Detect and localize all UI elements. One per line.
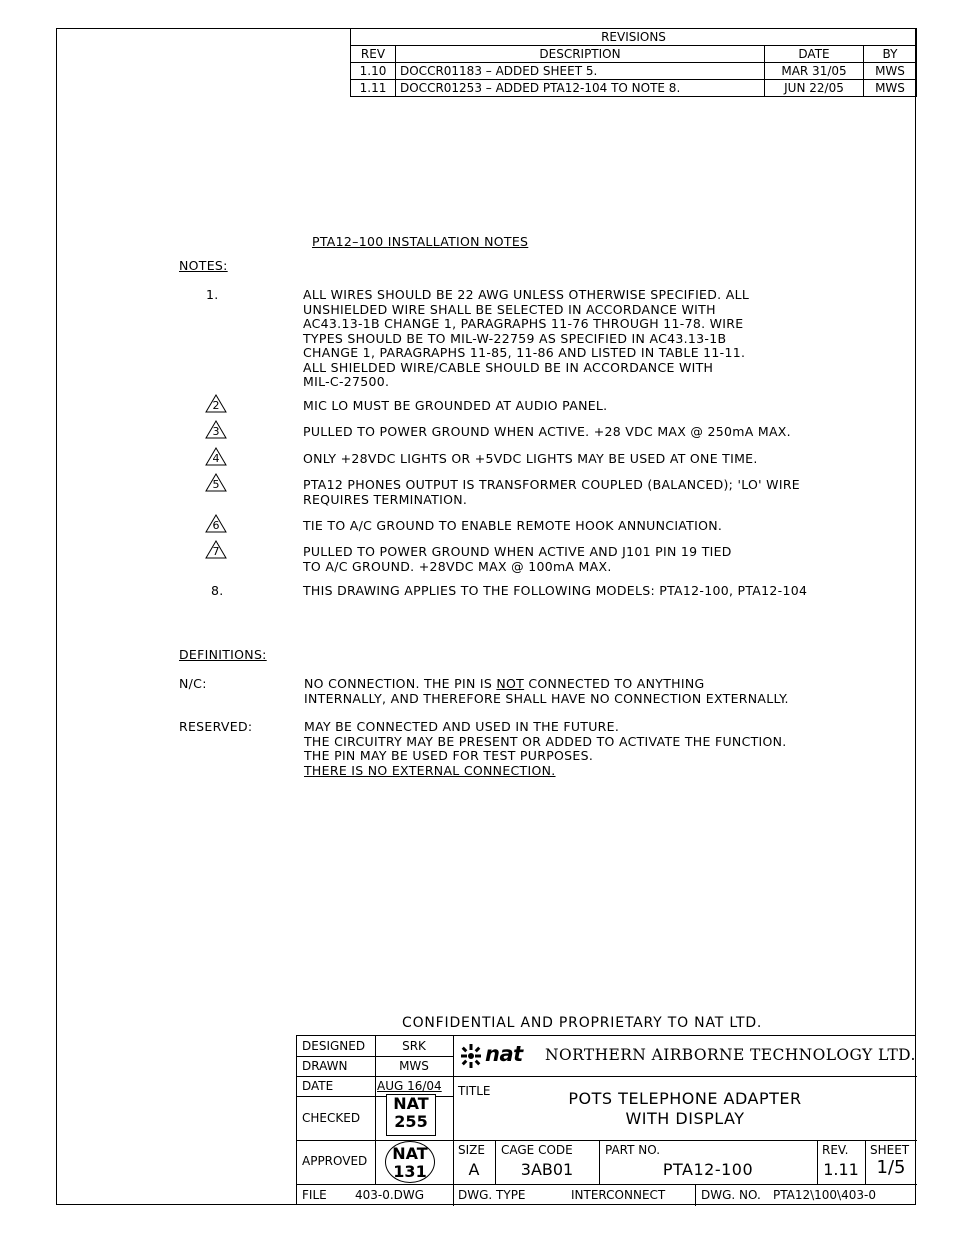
company-name: NORTHERN AIRBORNE TECHNOLOGY LTD. xyxy=(545,1046,916,1064)
date-header: DATE xyxy=(765,46,864,63)
divider xyxy=(695,1184,696,1206)
divider xyxy=(297,1140,917,1141)
table-row xyxy=(351,63,917,80)
date-cell: JUN 22/05 xyxy=(765,80,864,97)
note-line: PULLED TO POWER GROUND WHEN ACTIVE AND J101 PIN 19 TIED xyxy=(303,544,732,559)
size-value: A xyxy=(468,1160,480,1179)
cage-code-value: 3AB01 xyxy=(520,1160,574,1179)
note-line: MIL-C-27500. xyxy=(303,374,390,389)
drawing-number-value: PTA12\100\403-0 xyxy=(773,1188,876,1202)
definition-line: INTERNALLY, AND THEREFORE SHALL HAVE NO CONNECTION EXTERNALLY. xyxy=(304,690,789,706)
triangle-number: 4 xyxy=(212,452,220,465)
note-marker: 1. xyxy=(206,287,219,302)
note-line: AC43.13-1B CHANGE 1, PARAGRAPHS 11-76 THROUGH 11-78. WIRE xyxy=(303,316,744,331)
checked-stamp xyxy=(386,1094,436,1136)
stamp-text: NAT xyxy=(393,1094,429,1113)
approved-label: APPROVED xyxy=(302,1154,368,1168)
logo-wordmark: nat xyxy=(485,1042,523,1066)
note-line: TYPES SHOULD BE TO MIL-W-22759 AS SPECIFIED IN AC43.13-1B xyxy=(303,330,727,346)
rev-header: REV xyxy=(351,46,396,63)
drawing-subtitle: WITH DISPLAY xyxy=(625,1109,745,1128)
definition-term-nc: N/C: xyxy=(179,676,207,691)
triangle-number: 2 xyxy=(212,399,220,412)
drawn-label: DRAWN xyxy=(302,1059,348,1073)
title-block xyxy=(296,1035,916,1205)
designed-value: SRK xyxy=(402,1039,426,1053)
date-cell: MAR 31/05 xyxy=(765,63,864,80)
revision-triangle-icon xyxy=(205,473,227,492)
revision-triangle-icon xyxy=(205,420,227,439)
revisions-header-row xyxy=(351,46,917,63)
size-label: SIZE xyxy=(458,1143,485,1157)
part-number-value: PTA12-100 xyxy=(662,1160,754,1179)
stamp-text: 131 xyxy=(393,1162,427,1181)
note-line: TO A/C GROUND. +28VDC MAX @ 100mA MAX. xyxy=(303,558,612,574)
page-title: PTA12–100 INSTALLATION NOTES xyxy=(312,234,529,249)
by-cell: MWS xyxy=(864,80,917,97)
note-line: TIE TO A/C GROUND TO ENABLE REMOTE HOOK ANNUNCIATION. xyxy=(303,518,723,533)
stamp-text: NAT xyxy=(392,1144,428,1163)
stamp-text: 255 xyxy=(394,1112,428,1131)
triangle-number: 3 xyxy=(212,425,220,438)
note-line: PULLED TO POWER GROUND WHEN ACTIVE. +28 VDC MAX @ 250mA MAX. xyxy=(303,424,791,439)
revision-triangle-icon xyxy=(205,540,227,559)
rev-cell: 1.10 xyxy=(351,63,396,80)
note-line: MIC LO MUST BE GROUNDED AT AUDIO PANEL. xyxy=(303,398,608,413)
triangle-number: 5 xyxy=(212,478,220,491)
note-line: PTA12 PHONES OUTPUT IS TRANSFORMER COUPLED (BALANCED); 'LO' WIRE xyxy=(303,477,801,492)
definition-line: MAY BE CONNECTED AND USED IN THE FUTURE. xyxy=(304,719,620,734)
note-line: ALL SHIELDED WIRE/CABLE SHOULD BE IN ACCORDANCE WITH xyxy=(303,359,714,375)
description-header: DESCRIPTION xyxy=(396,46,765,63)
divider xyxy=(297,1184,917,1185)
revisions-table xyxy=(350,28,917,97)
cage-code-label: CAGE CODE xyxy=(501,1143,573,1157)
note-marker: 8. xyxy=(211,583,224,598)
file-value: 403-0.DWG xyxy=(355,1188,425,1202)
note-line: UNSHIELDED WIRE SHALL BE SELECTED IN ACCORDANCE WITH xyxy=(303,301,716,317)
note-line: ALL WIRES SHOULD BE 22 AWG UNLESS OTHERWISE SPECIFIED. ALL xyxy=(303,287,750,302)
file-label: FILE xyxy=(302,1188,327,1202)
checked-label: CHECKED xyxy=(302,1111,361,1125)
drawing-number-label: DWG. NO. xyxy=(701,1188,761,1202)
rev-label: REV. xyxy=(822,1143,849,1157)
rev-cell: 1.11 xyxy=(351,80,396,97)
by-header: BY xyxy=(864,46,917,63)
table-row xyxy=(351,80,917,97)
nat-logo-icon xyxy=(459,1041,483,1075)
description-cell: DOCCR01183 – ADDED SHEET 5. xyxy=(396,63,765,80)
notes-label: NOTES: xyxy=(179,258,228,273)
confidential-notice: CONFIDENTIAL AND PROPRIETARY TO NAT LTD. xyxy=(402,1015,763,1031)
designed-label: DESIGNED xyxy=(302,1039,366,1053)
rev-value: 1.11 xyxy=(823,1160,859,1179)
sheet-value: 1/5 xyxy=(876,1157,906,1178)
part-number-label: PART NO. xyxy=(605,1143,661,1157)
triangle-number: 7 xyxy=(212,545,220,558)
triangle-number: 6 xyxy=(212,519,220,532)
definition-term-reserved: RESERVED: xyxy=(179,719,253,734)
revision-triangle-icon xyxy=(205,447,227,466)
sheet-label: SHEET xyxy=(870,1143,910,1157)
revision-triangle-icon xyxy=(205,514,227,533)
revision-triangle-icon xyxy=(205,394,227,413)
date-label: DATE xyxy=(302,1079,334,1093)
definition-line: THE CIRCUITRY MAY BE PRESENT OR ADDED TO ACTIVATE THE FUNCTION. xyxy=(304,733,787,749)
definition-line: THERE IS NO EXTERNAL CONNECTION. xyxy=(304,762,556,778)
note-line: THIS DRAWING APPLIES TO THE FOLLOWING MODELS: PTA12-100, PTA12-104 xyxy=(303,583,808,598)
by-cell: MWS xyxy=(864,63,917,80)
drawing-type-value: INTERCONNECT xyxy=(571,1188,666,1202)
drawing-title: POTS TELEPHONE ADAPTER xyxy=(568,1089,802,1108)
note-line: ONLY +28VDC LIGHTS OR +5VDC LIGHTS MAY BE USED AT ONE TIME. xyxy=(303,451,758,466)
description-cell: DOCCR01253 – ADDED PTA12-104 TO NOTE 8. xyxy=(396,80,765,97)
note-line: CHANGE 1, PARAGRAPHS 11-85, 11-86 AND LISTED IN TABLE 11-11. xyxy=(303,345,746,360)
divider xyxy=(297,1076,917,1077)
note-line: REQUIRES TERMINATION. xyxy=(303,491,468,507)
drawn-value: MWS xyxy=(399,1059,429,1073)
drawing-type-label: DWG. TYPE xyxy=(458,1188,526,1202)
revisions-title: REVISIONS xyxy=(351,29,917,46)
definition-emphasis: NOT xyxy=(496,676,525,691)
approved-stamp xyxy=(385,1141,435,1183)
definitions-label: DEFINITIONS: xyxy=(179,647,267,662)
date-value: AUG 16/04 xyxy=(377,1079,442,1093)
definition-text: NO CONNECTION. THE PIN IS xyxy=(304,676,497,691)
definition-line: THE PIN MAY BE USED FOR TEST PURPOSES. xyxy=(304,748,594,763)
definition-text: CONNECTED TO ANYTHING xyxy=(524,676,705,691)
title-label: TITLE xyxy=(458,1084,491,1098)
definition-line xyxy=(304,677,704,692)
